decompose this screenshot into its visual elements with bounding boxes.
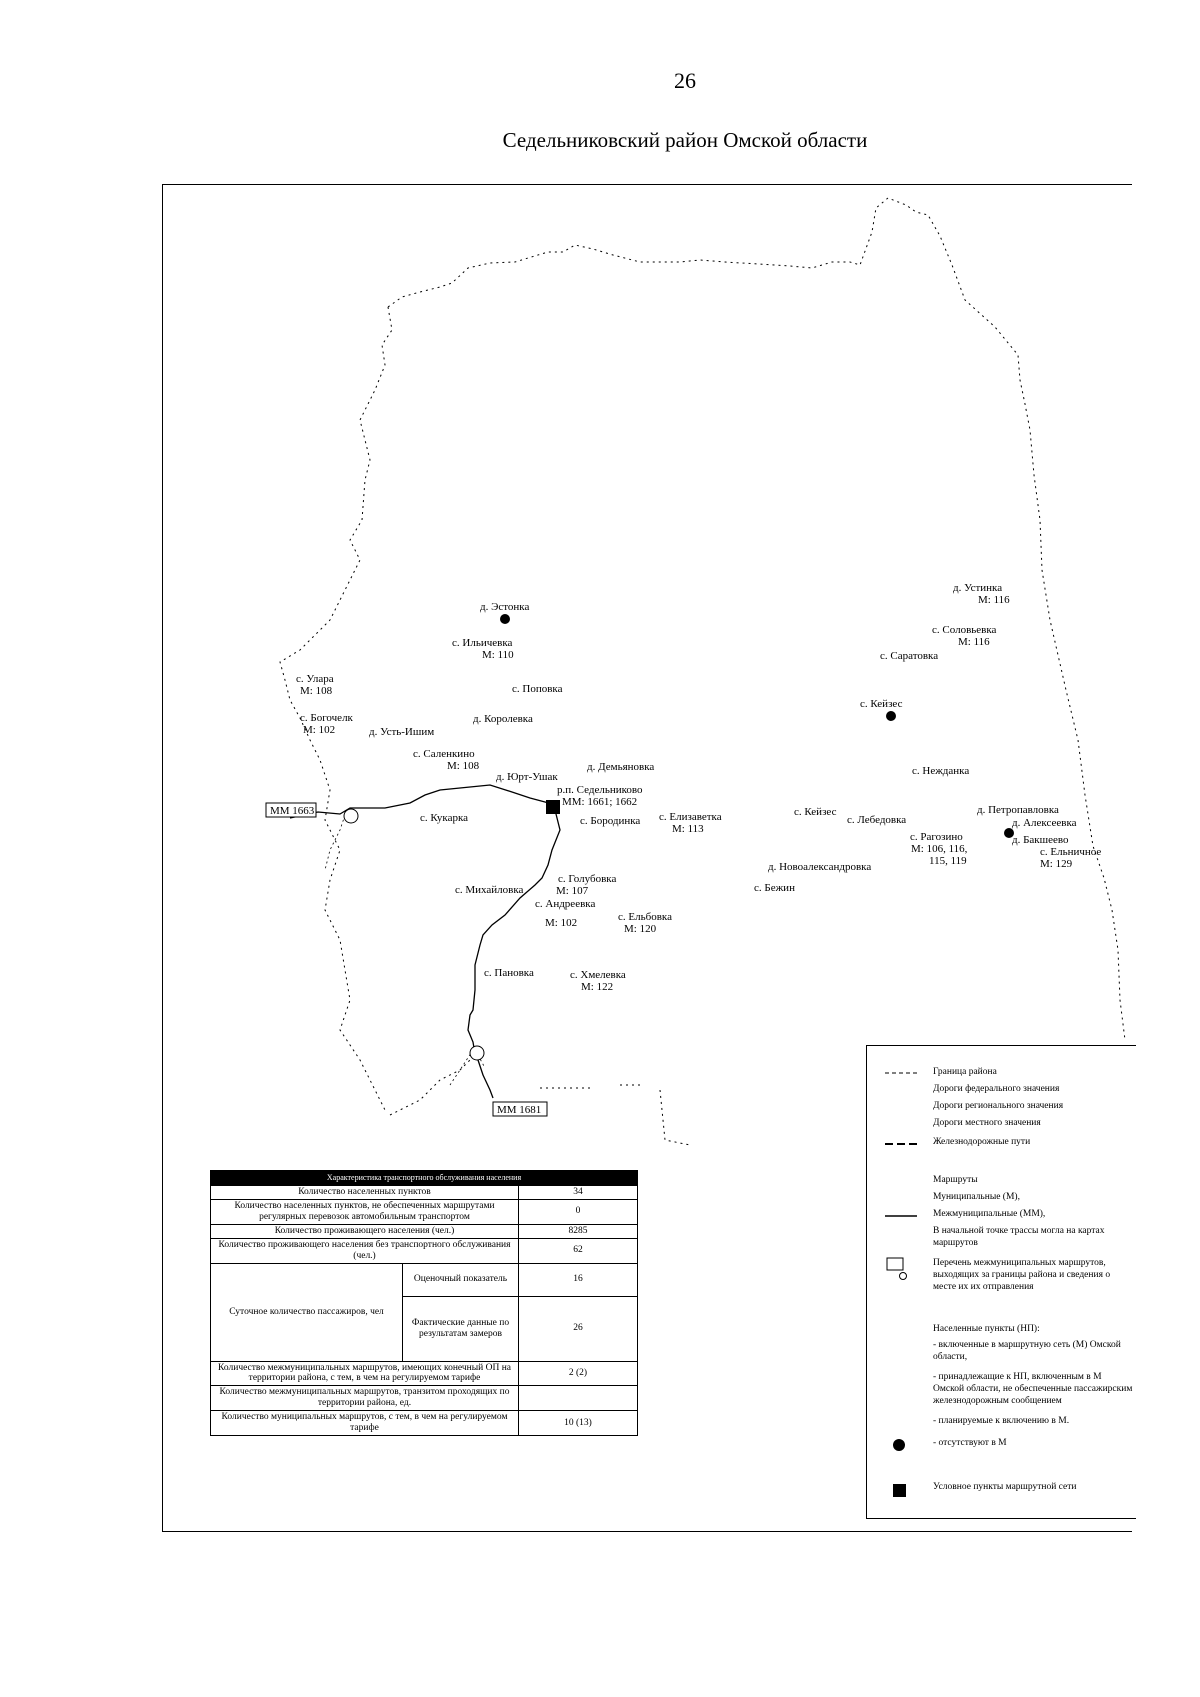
settlement-label: с. Рагозино bbox=[910, 831, 963, 843]
settlement-label: с. Хмелевка bbox=[570, 969, 626, 981]
admin-center-square bbox=[546, 800, 560, 814]
settlement-label: с. Ельбовка bbox=[618, 911, 672, 923]
settlement-dot bbox=[886, 711, 896, 721]
page-title: Седельниковский район Омской области bbox=[502, 128, 868, 152]
settlement-label: с. Кукарка bbox=[420, 812, 469, 824]
settlement-label: д. Демьяновка bbox=[587, 761, 655, 773]
settlement-label: р.п. Седельниково bbox=[557, 784, 643, 796]
table-row: Количество населенных пунктов 34 bbox=[211, 1186, 638, 1200]
settlement-sub: М: 113 bbox=[672, 823, 704, 835]
legend-road-regional: Дороги регионального значения bbox=[933, 1101, 1064, 1111]
svg-text:ММ 1663: ММ 1663 bbox=[270, 805, 315, 817]
route-box-1663 bbox=[266, 803, 316, 817]
table-row: Количество населенных пунктов, не обеспеченных маршрутами регулярных перевозок автомобильным транспортом 0 bbox=[211, 1199, 638, 1224]
table-row: Фактические данные по результатам замеров 26 bbox=[211, 1296, 638, 1361]
svg-text:ММ 1681: ММ 1681 bbox=[497, 1104, 542, 1116]
settlement-label: с. Голубовка bbox=[558, 873, 617, 885]
stats-table-header: Характеристика транспортного обслуживания населения bbox=[211, 1171, 638, 1186]
legend-settlements-2: - принадлежащие к НП, включенным в М Омской области, не обеспеченные пассажирским железнодорожным сообщением bbox=[933, 1372, 1133, 1406]
district-boundary bbox=[388, 198, 1125, 1040]
map-legend bbox=[866, 1045, 1136, 1519]
district-boundary-west bbox=[280, 307, 392, 1110]
table-row: Количество муниципальных маршрутов, с тем, в чем на регулируемом тарифе 10 (13) bbox=[211, 1411, 638, 1436]
settlement-label: д. Эстонка bbox=[480, 601, 530, 613]
legend-road-local: Дороги местного значения bbox=[933, 1118, 1041, 1128]
settlement-sub: М: 129 bbox=[1040, 858, 1073, 870]
legend-road-federal: Дороги федерального значения bbox=[933, 1084, 1060, 1094]
settlement-label: с. Пановка bbox=[484, 967, 534, 979]
legend-dot-label: - отсутствуют в М bbox=[933, 1438, 1007, 1448]
settlement-label: с. Кейзес bbox=[794, 806, 837, 818]
table-row: Количество межмуниципальных маршрутов, транзитом проходящих по территории района, ед. bbox=[211, 1386, 638, 1411]
settlement-label: с. Елизаветка bbox=[659, 811, 722, 823]
settlement-sub: М: 110 bbox=[482, 649, 514, 661]
settlement-sub: М: 102 bbox=[303, 724, 336, 736]
settlement-label: с. Андреевка bbox=[535, 898, 596, 910]
table-row: Количество проживающего населения без транспортного обслуживания (чел.) 62 bbox=[211, 1238, 638, 1263]
stats-table bbox=[210, 1170, 638, 1436]
settlement-label: с. Ильичевка bbox=[452, 637, 513, 649]
legend-square-label: Условное пункты маршрутной сети bbox=[933, 1482, 1077, 1492]
settlement-sub: 115, 119 bbox=[929, 855, 967, 867]
legend-settlements-3: - планируемые к включению в М. bbox=[933, 1416, 1070, 1426]
legend-railway: Железнодорожные пути bbox=[933, 1137, 1031, 1147]
table-row: Количество межмуниципальных маршрутов, имеющих конечный ОП на территории района, с тем, в чем на регулируемом тарифе 2 (2) bbox=[211, 1361, 638, 1386]
legend-route-box-note: Перечень межмуниципальных маршрутов, выходящих за границы района и сведения о месте их их отправления bbox=[933, 1258, 1111, 1292]
settlement-sub: М: 116 bbox=[958, 636, 990, 648]
settlement-label: д. Юрт-Ушак bbox=[496, 771, 558, 783]
settlement-label: с. Бежин bbox=[754, 882, 795, 894]
settlement-sub: ММ: 1661; 1662 bbox=[562, 796, 638, 808]
legend-dot-symbol bbox=[893, 1439, 905, 1451]
road-west-south bbox=[325, 815, 345, 870]
settlement-sub: М: 108 bbox=[447, 760, 480, 772]
legend-route-box-symbol bbox=[887, 1258, 903, 1270]
settlement-label: д. Бакшеево bbox=[1012, 834, 1069, 846]
settlement-label: д. Королевка bbox=[473, 713, 533, 725]
legend-boundary: Граница района bbox=[933, 1067, 997, 1077]
settlement-sub: М: 107 bbox=[556, 885, 589, 897]
settlement-label: с. Поповка bbox=[512, 683, 563, 695]
legend-settlements-1: - включенные в маршрутную сеть (М) Омской области, bbox=[933, 1340, 1121, 1362]
settlement-dot bbox=[500, 614, 510, 624]
legend-routes-title: Маршруты bbox=[933, 1175, 978, 1185]
table-row: Количество проживающего населения (чел.) 8285 bbox=[211, 1224, 638, 1238]
settlement-label: д. Устинка bbox=[953, 582, 1003, 594]
settlement-label: д. Алексеевка bbox=[1012, 817, 1077, 829]
settlement-label: с. Соловьевка bbox=[932, 624, 997, 636]
legend-square-symbol bbox=[893, 1484, 906, 1497]
route-start-circle bbox=[344, 809, 358, 823]
settlement-label: с. Михайловка bbox=[455, 884, 524, 896]
table-row: Суточное количество пассажиров, чел Оценочный показатель 16 bbox=[211, 1263, 638, 1296]
page-number: 26 bbox=[674, 68, 696, 93]
legend-route-intermunicipal: Межмуниципальные (ММ), bbox=[933, 1209, 1046, 1219]
settlement-label: с. Кейзес bbox=[860, 698, 903, 710]
settlement-sub: М: 102 bbox=[545, 917, 578, 929]
route-box-1681 bbox=[493, 1102, 547, 1116]
settlement-sub: М: 108 bbox=[300, 685, 333, 697]
settlement-label: д. Усть-Ишим bbox=[369, 726, 435, 738]
legend-symbols bbox=[867, 1046, 927, 1520]
settlement-label: с. Богочелк bbox=[300, 712, 353, 724]
settlement-label: д. Новоалександровка bbox=[768, 861, 872, 873]
legend-route-circle-symbol bbox=[900, 1273, 907, 1280]
legend-settlements-title: Населенные пункты (НП): bbox=[933, 1324, 1040, 1334]
settlement-label: д. Петропавловка bbox=[977, 804, 1059, 816]
settlement-label: с. Нежданка bbox=[912, 765, 970, 777]
route-start-circle bbox=[470, 1046, 484, 1060]
settlement-label: с. Саленкино bbox=[413, 748, 475, 760]
legend-route-note: В начальной точке трассы могла на картах маршрутов bbox=[933, 1226, 1105, 1248]
settlement-label: с. Улара bbox=[296, 673, 334, 685]
legend-route-municipal: Муниципальные (М), bbox=[933, 1192, 1020, 1202]
settlement-label: с. Бородинка bbox=[580, 815, 641, 827]
settlement-sub: М: 106, 116, bbox=[911, 843, 968, 855]
settlement-label: с. Лебедовка bbox=[847, 814, 907, 826]
settlement-sub: М: 116 bbox=[978, 594, 1010, 606]
settlement-label: с. Саратовка bbox=[880, 650, 939, 662]
settlement-sub: М: 122 bbox=[581, 981, 614, 993]
settlement-sub: М: 120 bbox=[624, 923, 657, 935]
settlement-label: с. Ельничное bbox=[1040, 846, 1102, 858]
